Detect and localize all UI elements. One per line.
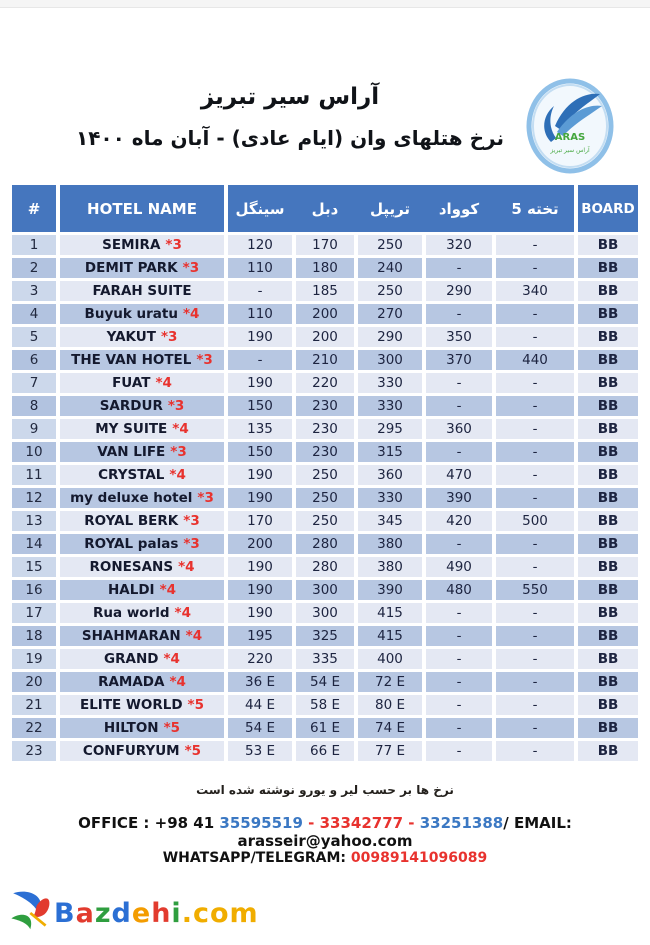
single-price-cell: 190 [228, 488, 292, 508]
single-price-cell: 170 [228, 511, 292, 531]
col-header-single: سینگل [235, 199, 285, 218]
double-price-cell: 325 [296, 626, 354, 646]
hotel-star-rating: *4 [169, 674, 186, 690]
single-price-cell: 190 [228, 557, 292, 577]
hotel-star-rating: *4 [169, 467, 186, 483]
hotel-name-cell [60, 442, 224, 462]
board-cell: BB [578, 373, 638, 393]
table-row [12, 672, 638, 692]
5bed-price-cell: - [496, 327, 574, 347]
logo-brand-text: ARAS [554, 132, 586, 143]
board-cell: BB [578, 350, 638, 370]
quad-price-cell: 290 [426, 281, 492, 301]
double-price-cell: 230 [296, 419, 354, 439]
hotel-name-cell [60, 396, 224, 416]
table-row [12, 396, 638, 416]
double-price-cell: 200 [296, 327, 354, 347]
hotel-star-rating: *5 [163, 720, 181, 736]
single-price-cell: 190 [228, 327, 292, 347]
agency-logo [526, 78, 614, 174]
table-row [12, 718, 638, 738]
hotel-star-rating: *3 [183, 536, 200, 552]
row-number: 21 [12, 695, 56, 715]
triple-price-cell: 330 [358, 396, 422, 416]
office-phone-3: 33251388 [419, 814, 504, 832]
board-cell: BB [578, 626, 638, 646]
hotel-name-cell [60, 718, 224, 738]
5bed-price-cell: - [496, 396, 574, 416]
currency-note: نرخ ها بر حسب لیر و یورو نوشته شده است [196, 783, 454, 797]
hotel-name: my deluxe hotel [70, 490, 193, 506]
hotel-name: ROYAL palas [84, 536, 179, 552]
hotel-star-rating: *4 [178, 559, 195, 575]
col-header-prices-group [228, 185, 574, 232]
hotel-star-rating: *4 [182, 306, 200, 322]
triple-price-cell: 345 [358, 511, 422, 531]
hotel-star-rating: *3 [170, 444, 187, 460]
5bed-price-cell: 440 [496, 350, 574, 370]
triple-price-cell: 74 E [358, 718, 422, 738]
logo-caption-text: آراس سیر تبریز [550, 147, 590, 154]
hotel-name-cell [60, 695, 224, 715]
office-contact-line [0, 814, 650, 850]
single-price-cell: 200 [228, 534, 292, 554]
5bed-price-cell: - [496, 235, 574, 255]
5bed-price-cell: - [496, 672, 574, 692]
double-price-cell: 200 [296, 304, 354, 324]
single-price-cell: 190 [228, 373, 292, 393]
hotel-name: YAKUT [106, 329, 156, 345]
whatsapp-number: 00989141096089 [350, 850, 488, 866]
hotel-star-rating: *3 [160, 329, 178, 345]
office-label: OFFICE : +98 41 [78, 814, 220, 832]
hotel-name: ROYAL BERK [84, 513, 179, 529]
5bed-price-cell: - [496, 373, 574, 393]
row-number: 17 [12, 603, 56, 623]
table-body [12, 235, 638, 761]
table-row [12, 511, 638, 531]
hotel-name: Buyuk uratu [84, 306, 178, 322]
agency-logo-icon [526, 78, 614, 174]
single-price-cell: 220 [228, 649, 292, 669]
hotel-name: RONESANS [89, 559, 174, 575]
hotel-star-rating: *3 [165, 237, 182, 253]
hotel-star-rating: *4 [185, 628, 203, 644]
hotel-name-cell [60, 511, 224, 531]
row-number: 20 [12, 672, 56, 692]
row-number: 11 [12, 465, 56, 485]
single-price-cell: 135 [228, 419, 292, 439]
double-price-cell: 280 [296, 534, 354, 554]
single-price-cell: 195 [228, 626, 292, 646]
hotel-name: SEMIRA [102, 237, 161, 253]
5bed-price-cell: - [496, 258, 574, 278]
row-number: 3 [12, 281, 56, 301]
5bed-price-cell: - [496, 695, 574, 715]
hotel-name: GRAND [104, 651, 159, 667]
hotel-name: HILTON [103, 720, 159, 736]
table-row [12, 741, 638, 761]
double-price-cell: 180 [296, 258, 354, 278]
double-price-cell: 210 [296, 350, 354, 370]
board-cell: BB [578, 258, 638, 278]
col-header-hotel-name: HOTEL NAME [60, 185, 224, 232]
single-price-cell: 110 [228, 258, 292, 278]
office-phone-1: 35595519 [219, 814, 303, 832]
triple-price-cell: 380 [358, 557, 422, 577]
row-number: 5 [12, 327, 56, 347]
double-price-cell: 58 E [296, 695, 354, 715]
table-row [12, 373, 638, 393]
board-cell: BB [578, 281, 638, 301]
board-cell: BB [578, 235, 638, 255]
single-price-cell: 44 E [228, 695, 292, 715]
table-header-row [12, 185, 638, 232]
quad-price-cell: 360 [426, 419, 492, 439]
hotel-name-cell [60, 580, 224, 600]
single-price-cell: - [228, 350, 292, 370]
single-price-cell: 110 [228, 304, 292, 324]
5bed-price-cell: - [496, 557, 574, 577]
email-label: / EMAIL: [503, 814, 572, 832]
triple-price-cell: 315 [358, 442, 422, 462]
5bed-price-cell: - [496, 626, 574, 646]
single-price-cell: 53 E [228, 741, 292, 761]
double-price-cell: 300 [296, 603, 354, 623]
hotel-name: FARAH SUITE [92, 283, 192, 299]
hotel-name-cell [60, 741, 224, 761]
quad-price-cell: - [426, 695, 492, 715]
board-cell: BB [578, 396, 638, 416]
triple-price-cell: 330 [358, 488, 422, 508]
hotel-star-rating: *5 [184, 743, 202, 759]
row-number: 23 [12, 741, 56, 761]
board-cell: BB [578, 327, 638, 347]
hotel-name: Rua world [93, 605, 170, 621]
triple-price-cell: 415 [358, 626, 422, 646]
hotel-name: CONFURYUM [82, 743, 180, 759]
hotel-name: SHAHMARAN [81, 628, 181, 644]
quad-price-cell: - [426, 741, 492, 761]
5bed-price-cell: - [496, 419, 574, 439]
triple-price-cell: 400 [358, 649, 422, 669]
board-cell: BB [578, 442, 638, 462]
table-row [12, 603, 638, 623]
whatsapp-label: WHATSAPP/TELEGRAM: [162, 850, 351, 866]
triple-price-cell: 360 [358, 465, 422, 485]
5bed-price-cell: - [496, 534, 574, 554]
hotel-name-cell [60, 488, 224, 508]
board-cell: BB [578, 695, 638, 715]
hotel-name: ELITE WORLD [79, 697, 183, 713]
hotel-star-rating: *3 [167, 398, 185, 414]
hotel-name-cell [60, 419, 224, 439]
quad-price-cell: - [426, 672, 492, 692]
page-subtitle: نرخ هتلهای وان (ایام عادی) - آبان ماه ۱۴۰۰ [75, 126, 505, 150]
flyer-header [30, 84, 550, 150]
whatsapp-telegram-line [0, 850, 650, 866]
quad-price-cell: 490 [426, 557, 492, 577]
table-row [12, 235, 638, 255]
triple-price-cell: 72 E [358, 672, 422, 692]
hotel-star-rating: *4 [172, 421, 189, 437]
board-cell: BB [578, 580, 638, 600]
table-row [12, 419, 638, 439]
single-price-cell: 190 [228, 465, 292, 485]
quad-price-cell: 370 [426, 350, 492, 370]
table-row [12, 304, 638, 324]
double-price-cell: 335 [296, 649, 354, 669]
quad-price-cell: - [426, 649, 492, 669]
hotel-name: VAN LIFE [97, 444, 166, 460]
hotel-star-rating: *5 [187, 697, 204, 713]
hotel-name-cell [60, 672, 224, 692]
single-price-cell: 150 [228, 396, 292, 416]
5bed-price-cell: - [496, 741, 574, 761]
hotel-name-cell [60, 534, 224, 554]
phone-separator: - [403, 814, 420, 832]
double-price-cell: 250 [296, 488, 354, 508]
col-header-triple: تریپل [369, 199, 411, 218]
board-cell: BB [578, 649, 638, 669]
hotel-name-cell [60, 281, 224, 301]
table-row [12, 649, 638, 669]
hotel-name-cell [60, 557, 224, 577]
single-price-cell: 190 [228, 603, 292, 623]
board-cell: BB [578, 603, 638, 623]
hotel-name: FUAT [112, 375, 151, 391]
row-number: 12 [12, 488, 56, 508]
triple-price-cell: 270 [358, 304, 422, 324]
table-row [12, 695, 638, 715]
triple-price-cell: 295 [358, 419, 422, 439]
5bed-price-cell: 550 [496, 580, 574, 600]
quad-price-cell: - [426, 396, 492, 416]
hotel-name: DEMIT PARK [84, 260, 178, 276]
hotel-star-rating: *3 [196, 352, 213, 368]
board-cell: BB [578, 741, 638, 761]
table-row [12, 281, 638, 301]
single-price-cell: 190 [228, 580, 292, 600]
table-row [12, 442, 638, 462]
row-number: 15 [12, 557, 56, 577]
quad-price-cell: 470 [426, 465, 492, 485]
double-price-cell: 66 E [296, 741, 354, 761]
double-price-cell: 185 [296, 281, 354, 301]
triple-price-cell: 300 [358, 350, 422, 370]
row-number: 14 [12, 534, 56, 554]
table-row [12, 465, 638, 485]
table-row [12, 580, 638, 600]
5bed-price-cell: 500 [496, 511, 574, 531]
hotel-star-rating: *4 [163, 651, 180, 667]
5bed-price-cell: - [496, 442, 574, 462]
hotel-name: SARDUR [99, 398, 163, 414]
hotel-star-rating: *3 [183, 513, 200, 529]
row-number: 22 [12, 718, 56, 738]
table-row [12, 350, 638, 370]
quad-price-cell: 390 [426, 488, 492, 508]
board-cell: BB [578, 557, 638, 577]
quad-price-cell: - [426, 534, 492, 554]
double-price-cell: 280 [296, 557, 354, 577]
table-row [12, 488, 638, 508]
double-price-cell: 230 [296, 396, 354, 416]
single-price-cell: 120 [228, 235, 292, 255]
row-number: 2 [12, 258, 56, 278]
quad-price-cell: 350 [426, 327, 492, 347]
board-cell: BB [578, 488, 638, 508]
5bed-price-cell: - [496, 304, 574, 324]
col-header-quad: کوواد [438, 199, 480, 218]
board-cell: BB [578, 419, 638, 439]
agency-title: آراس سیر تبریز [200, 84, 380, 110]
double-price-cell: 250 [296, 511, 354, 531]
row-number: 18 [12, 626, 56, 646]
hotel-star-rating: *3 [197, 490, 214, 506]
hotel-name-cell [60, 603, 224, 623]
double-price-cell: 170 [296, 235, 354, 255]
single-price-cell: 150 [228, 442, 292, 462]
hotel-name-cell [60, 235, 224, 255]
hotel-name: HALDI [107, 582, 155, 598]
5bed-price-cell: - [496, 603, 574, 623]
5bed-price-cell: 340 [496, 281, 574, 301]
quad-price-cell: - [426, 718, 492, 738]
triple-price-cell: 390 [358, 580, 422, 600]
row-number: 7 [12, 373, 56, 393]
5bed-price-cell: - [496, 488, 574, 508]
double-price-cell: 250 [296, 465, 354, 485]
table-row [12, 557, 638, 577]
double-price-cell: 54 E [296, 672, 354, 692]
table-row [12, 534, 638, 554]
top-strip [0, 0, 650, 8]
5bed-price-cell: - [496, 718, 574, 738]
quad-price-cell: - [426, 258, 492, 278]
triple-price-cell: 250 [358, 281, 422, 301]
row-number: 4 [12, 304, 56, 324]
table-row [12, 626, 638, 646]
row-number: 6 [12, 350, 56, 370]
5bed-price-cell: - [496, 649, 574, 669]
col-header-5bed: 5 تخته [511, 199, 559, 218]
board-cell: BB [578, 465, 638, 485]
quad-price-cell: - [426, 373, 492, 393]
bazdehi-logo-text: Bazdehi.com [54, 897, 259, 929]
board-cell: BB [578, 718, 638, 738]
double-price-cell: 230 [296, 442, 354, 462]
single-price-cell: 54 E [228, 718, 292, 738]
board-cell: BB [578, 672, 638, 692]
5bed-price-cell: - [496, 465, 574, 485]
hotel-name-cell [60, 465, 224, 485]
triple-price-cell: 330 [358, 373, 422, 393]
triple-price-cell: 77 E [358, 741, 422, 761]
table-row [12, 258, 638, 278]
bazdehi-bird-icon [6, 886, 60, 940]
quad-price-cell: 420 [426, 511, 492, 531]
bazdehi-watermark [6, 886, 259, 940]
row-number: 8 [12, 396, 56, 416]
triple-price-cell: 240 [358, 258, 422, 278]
hotel-name-cell [60, 304, 224, 324]
hotel-name-cell [60, 327, 224, 347]
hotel-name-cell [60, 258, 224, 278]
hotel-star-rating: *4 [155, 375, 172, 391]
hotel-star-rating: *3 [182, 260, 200, 276]
row-number: 9 [12, 419, 56, 439]
quad-price-cell: - [426, 626, 492, 646]
board-cell: BB [578, 534, 638, 554]
board-cell: BB [578, 304, 638, 324]
col-header-double: دبل [311, 199, 339, 218]
hotel-name: CRYSTAL [98, 467, 165, 483]
quad-price-cell: - [426, 442, 492, 462]
board-cell: BB [578, 511, 638, 531]
hotel-name-cell [60, 350, 224, 370]
triple-price-cell: 415 [358, 603, 422, 623]
triple-price-cell: 290 [358, 327, 422, 347]
col-header-number: # [12, 185, 56, 232]
row-number: 10 [12, 442, 56, 462]
quad-price-cell: 480 [426, 580, 492, 600]
quad-price-cell: - [426, 304, 492, 324]
hotel-star-rating: *4 [174, 605, 191, 621]
hotel-name: RAMADA [98, 674, 165, 690]
hotel-name: MY SUITE [95, 421, 168, 437]
row-number: 19 [12, 649, 56, 669]
hotel-name-cell [60, 626, 224, 646]
phone-separator: - [302, 814, 320, 832]
triple-price-cell: 80 E [358, 695, 422, 715]
hotel-star-rating: *4 [159, 582, 177, 598]
hotel-name-cell [60, 649, 224, 669]
quad-price-cell: 320 [426, 235, 492, 255]
double-price-cell: 220 [296, 373, 354, 393]
office-phone-2: 33342777 [319, 814, 404, 832]
hotel-name: THE VAN HOTEL [71, 352, 192, 368]
single-price-cell: - [228, 281, 292, 301]
single-price-cell: 36 E [228, 672, 292, 692]
triple-price-cell: 380 [358, 534, 422, 554]
double-price-cell: 61 E [296, 718, 354, 738]
triple-price-cell: 250 [358, 235, 422, 255]
row-number: 13 [12, 511, 56, 531]
col-header-board: BOARD [578, 185, 638, 232]
price-table [12, 185, 638, 764]
row-number: 16 [12, 580, 56, 600]
table-row [12, 327, 638, 347]
quad-price-cell: - [426, 603, 492, 623]
double-price-cell: 300 [296, 580, 354, 600]
email-address: arasseir@yahoo.com [237, 832, 413, 850]
row-number: 1 [12, 235, 56, 255]
hotel-name-cell [60, 373, 224, 393]
